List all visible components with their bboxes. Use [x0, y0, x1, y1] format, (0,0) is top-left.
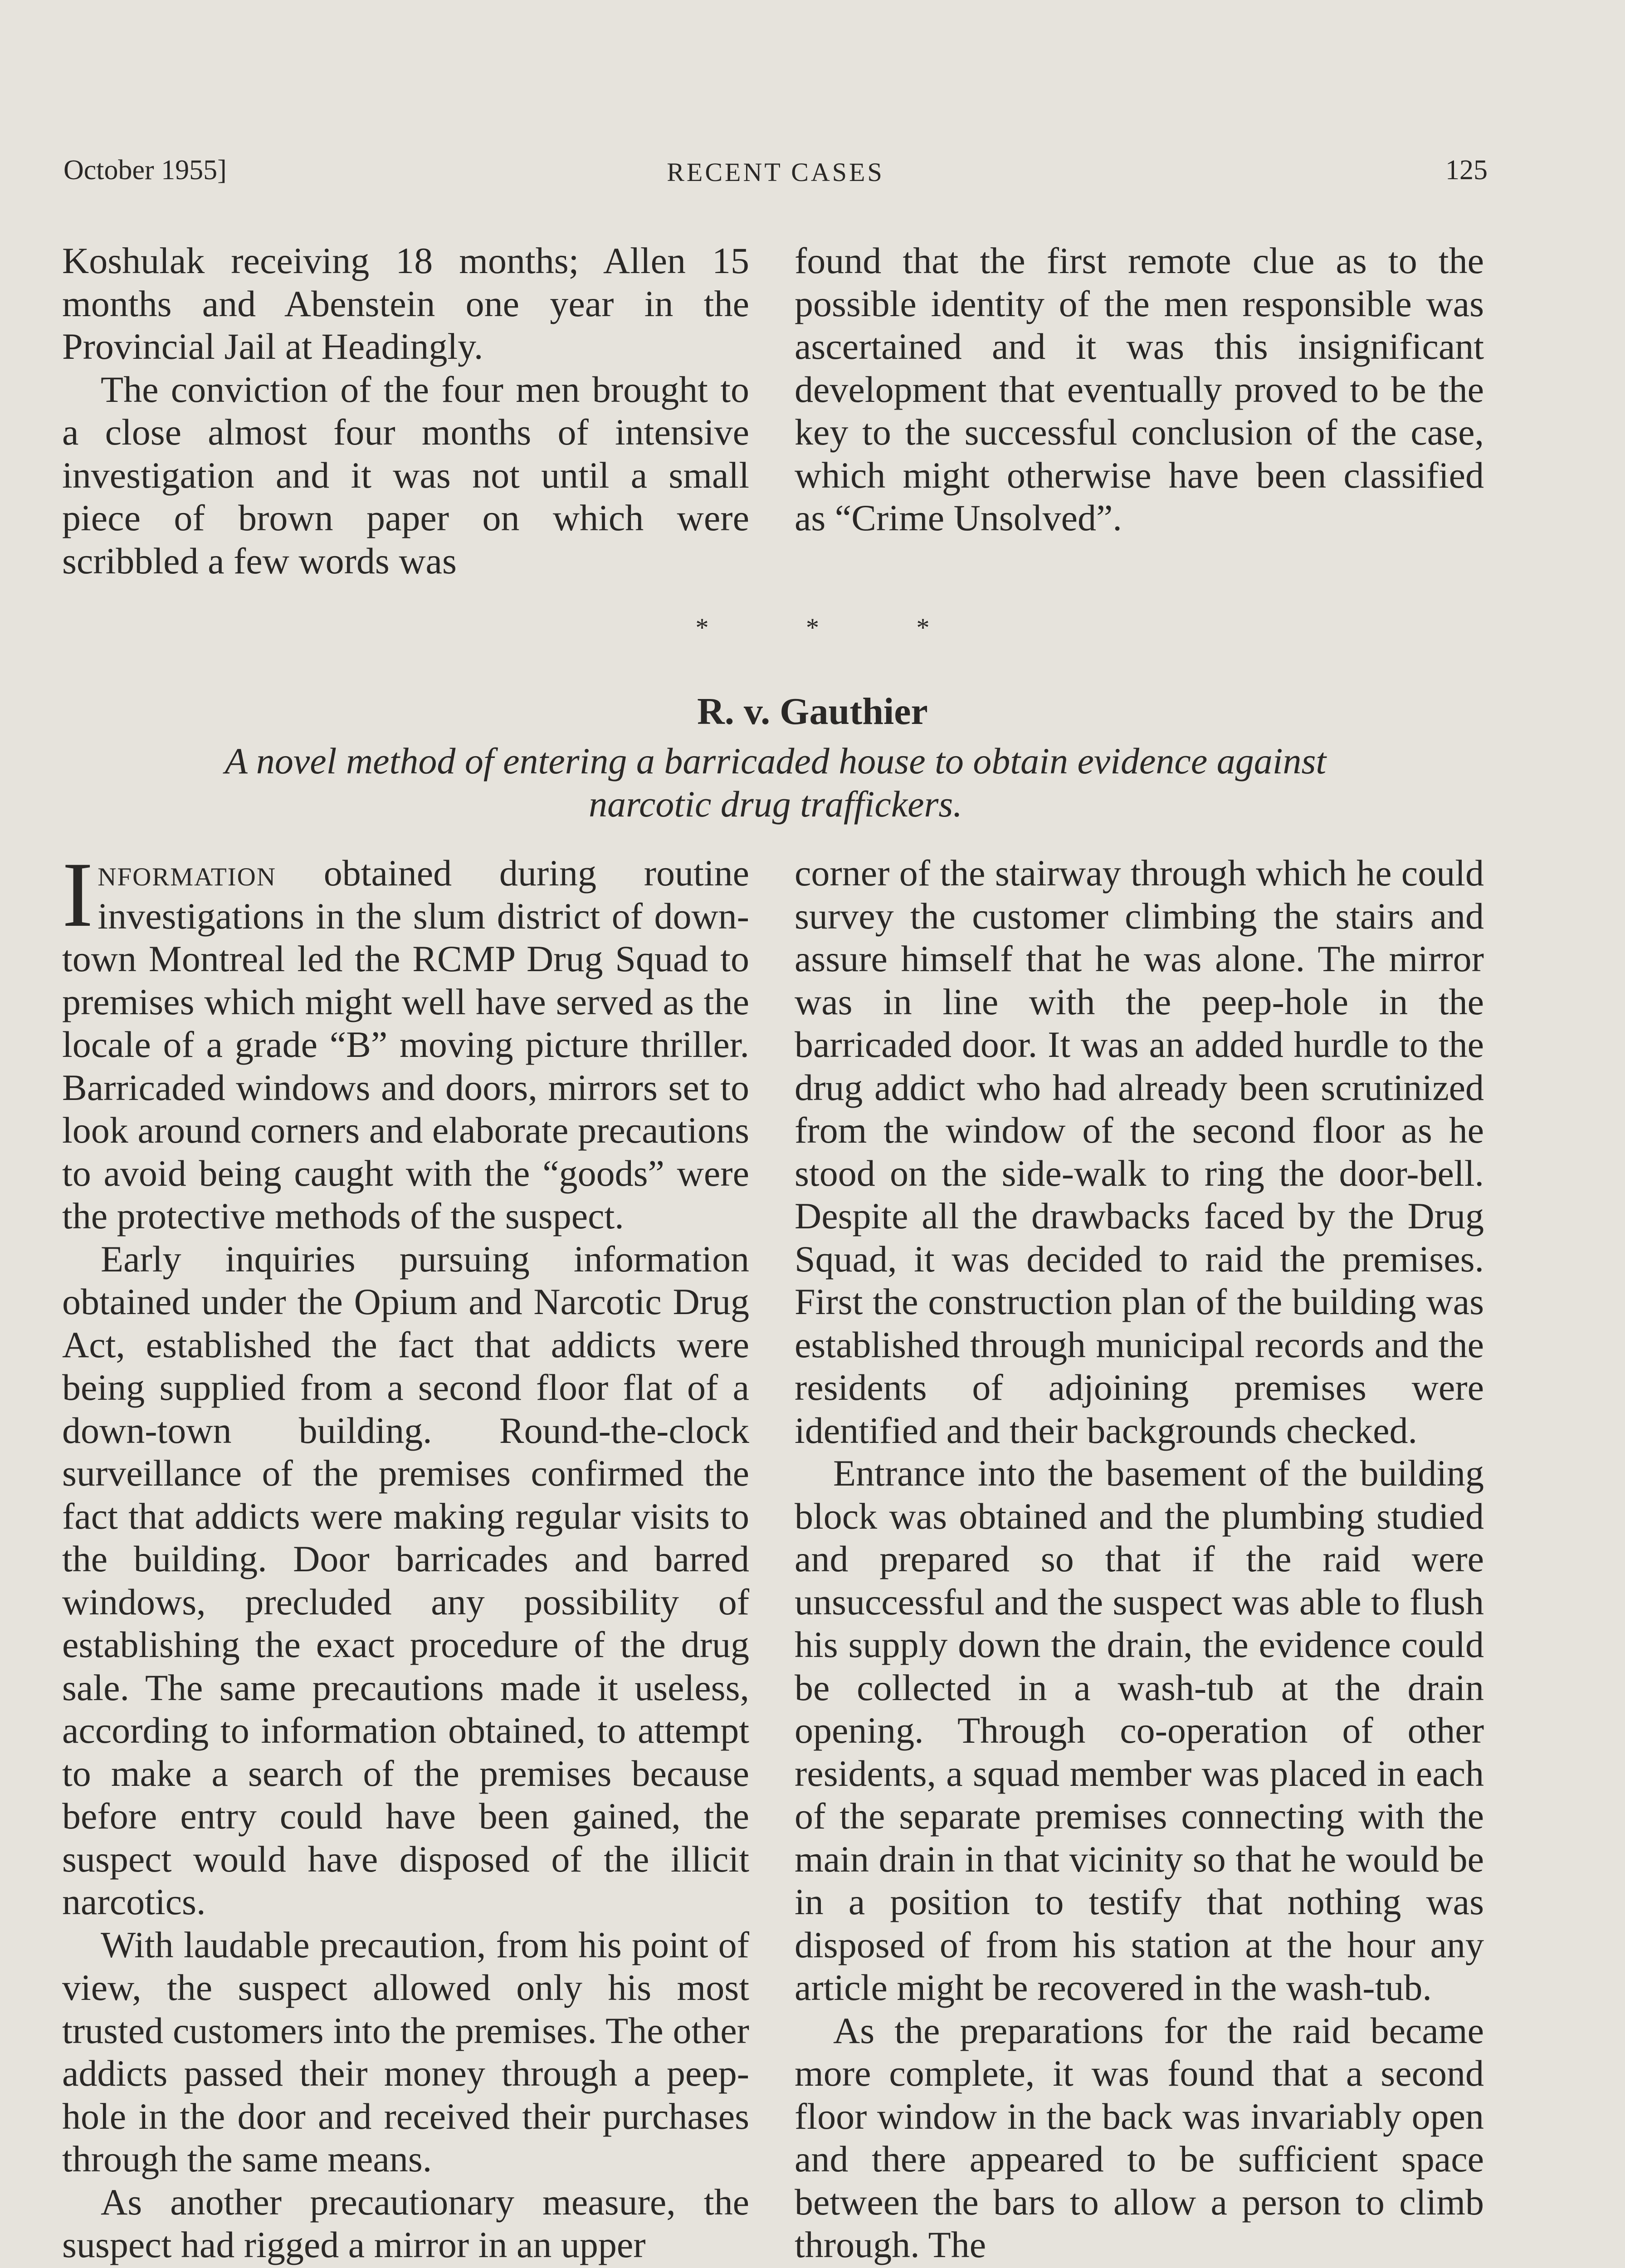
paragraph: corner of the stairway through which he could survey the customer climbing the stairs and assure himself that he was alone. The mirror was in line with the peep-hole in the barricaded door. It was an added hurdle to the drug addict who had already been scrutinized from the window of the second floor as he stood on the side-walk to ring the door-bell. Despite all the drawbacks faced by the Drug Squad, it was decided to raid the premises. First the construction plan of the building was established through municipal records and the residents of adjoining premises were identified and their backgrounds checked. — [795, 852, 1484, 1451]
case-left-column — [62, 843, 749, 2267]
case-title: R. v. Gauthier — [697, 690, 928, 733]
running-head — [63, 154, 1488, 200]
opening-word: nformation — [98, 852, 276, 894]
paragraph: Early inquiries pursuing information obtained under the Opium and Narcotic Drug Act, established the fact that addicts were being supplied from a second floor flat of a down-town building. Round-the-clock surveillance of the premises confirmed the fact that addicts were making regular visits to the building. Door barricades and barred windows, precluded any possibility of establishing the exact procedure of the drug sale. The same precautions made it useless, according to information obtained, to attempt to make a search of the premises because before entry could have been gained, the suspect would have disposed of the illicit narcotics. — [62, 1238, 749, 1922]
issue-date: October 1955] — [63, 155, 227, 186]
paragraph: As another precautionary measure, the suspect had rigged a mirror in an upper — [62, 2181, 749, 2265]
opening-text: obtained during routine investigations in the slum district of down-town Montreal led the RCMP Drug Squad to premises which might well have served as the locale of a grade “B” moving picture thriller. Barricaded windows and doors, mirrors set to look around corners and elaborate precautions to avoid being caught with the “goods” were the protective methods of the suspect. — [62, 852, 749, 1237]
section-title: RECENT CASES — [667, 157, 884, 187]
case-right-column — [795, 852, 1484, 2267]
previous-case-left-column — [62, 240, 749, 582]
paragraph: found that the first remote clue as to the possible identity of the men responsible was ascertained and it was this insignificant development that eventually proved to be the key to the successful conclusion of the case, which might otherwise have been classified as “Crime Unsolved”. — [795, 240, 1484, 538]
section-separator: * * * — [695, 613, 930, 642]
paragraph: Entrance into the basement of the building block was obtained and the plumbing studied and prepared so that if the raid were unsuccessful and the suspect was able to flush his supply down the drain, the evidence could be collected in a wash-tub at the drain opening. Through co-operation of other residents, a squad member was placed in each of the separate premises connecting with the main drain in that vicinity so that he would be in a position to testify that nothing was disposed of from his station at the hour any article might be recovered in the wash-tub. — [795, 1452, 1484, 2008]
page-number: 125 — [1445, 155, 1488, 186]
paragraph: The conviction of the four men brought to a close almost four months of intensive investigation and it was not until a small piece of brown paper on which were scribbled a few words was — [62, 368, 749, 582]
opening-paragraph — [62, 843, 749, 1238]
paragraph: Koshulak receiving 18 months; Allen 15 months and Abenstein one year in the Provincial Jail at Headingly. — [62, 240, 749, 367]
drop-cap: I — [62, 843, 93, 946]
previous-case-right-column — [795, 240, 1484, 540]
paragraph: As the preparations for the raid became more complete, it was found that a second floor window in the back was invariably open and there appeared to be sufficient space between the bars to allow a person to climb through. The — [795, 2009, 1484, 2265]
case-subtitle: A novel method of entering a barricaded house to obtain evidence against narcotic drug traffickers. — [224, 740, 1327, 825]
paragraph: With laudable precaution, from his point of view, the suspect allowed only his most trusted customers into the premises. The other addicts passed their money through a peep-hole in the door and received their purchases through the same means. — [62, 1924, 749, 2180]
